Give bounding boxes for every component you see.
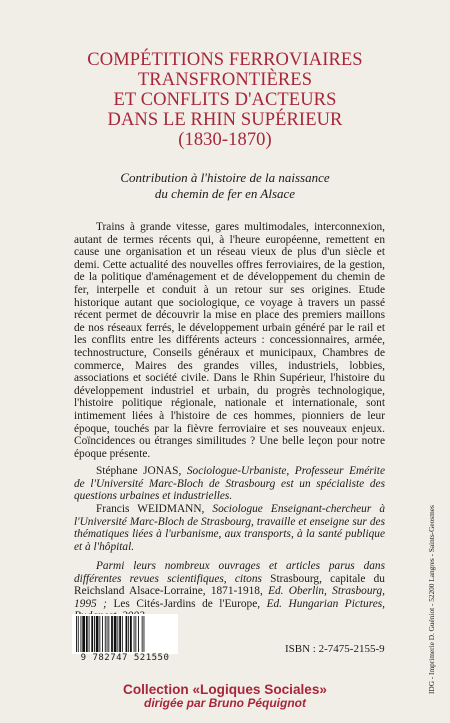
work-title: Les Cités-Jardins de l'Europe, [113,597,261,610]
barcode-bar [114,616,117,652]
subtitle-line: Contribution à l'histoire de la naissance [120,170,330,185]
barcode-bar [102,616,103,652]
book-title [20,50,430,150]
barcode-bar [107,616,108,652]
barcode-bar [126,616,128,652]
barcode-bar [144,616,145,652]
summary-paragraph: Trains à grande vitesse, gares multimodales, interconnexion, autant de termes récents qui, à l'heure européenne, remettent en cause une organisation et un réseau vieux de plus d'un siècle et demi. Cette actualité des nouvelles offres ferroviaires, de la gestion, de la politique d'aménagement et de développement du chemin de fer, interpelle et conduit à un retour sur ses origines. Etude historique autant que sociologique, ce voyage à travers un passé récent permet de découvrir la mise en place des premiers maillons de nos réseaux ferrés, le développement urbain généré par le rail et les conflits entre les différents acteurs : concessionnaires, armée, technostructure, Conseils généraux et municipaux, Chambres de commerce, Maires des grandes villes, industriels, lobbies, associations et société civile. Dans le Rhin Supérieur, l'histoire du développement industriel et urbain, du progrès technologique, l'histoire politique régionale, nationale et internationale, sont intimement liées à l'histoire de ces hommes, pionniers de leur époque, touchés par la fièvre ferroviaire et ses nouveaux enjeux. Coïncidences ou étranges similitudes ? Une belle leçon pour notre époque présente. [74,221,385,460]
barcode-bar [82,616,85,652]
barcode-bar [134,616,135,652]
collection-name: Collection «Logiques Sociales» [123,682,327,697]
barcode [72,614,178,654]
author-bio-jonas [74,465,385,503]
author-bio-weidmann [74,503,385,553]
author-name: Stéphane JONAS [96,465,179,477]
author-bio-text: , Sociologue Enseignant-chercheur à l'Université Marc-Bloch de Strasbourg, travaille et enseigne sur des thématiques liées à l'urbanisme, aux transports, à la santé publique et à l'hôpital. [74,503,386,553]
subtitle-line: du chemin de fer en Alsace [154,186,296,201]
title-line: TRANSFRONTIÈRES [137,70,313,90]
barcode-bar [128,616,129,652]
isbn: ISBN : 2-7475-2155-9 [285,643,385,655]
barcode-bar [122,616,123,652]
author-bio-text: , Sociologue-Urbaniste, Professeur Emérite de l'Université Marc-Bloch de Strasbourg est un spécialiste des questions urbaines et industrielles. [74,465,385,503]
barcode-bar [105,616,106,652]
barcode-bar [111,616,113,652]
barcode-bar [78,616,79,652]
barcode-bar [96,616,99,652]
barcode-bar [108,616,109,652]
work-title: Strasbourg, capitale du Reichsland Alsace-Lorraine, 1871-1918, [74,572,385,598]
book-subtitle [30,170,420,202]
work-publisher: Ed. Oberlin, Strasbourg, 1995 ; [74,585,385,610]
barcode-bar [99,616,100,652]
barcode-digits: 9 782747 521550 [80,653,170,663]
works-intro: Parmi leurs nombreux ouvrages et articles parus dans différentes revues scientifiques, citons [74,560,385,585]
barcode-bar [94,616,95,652]
collection-director: dirigée par Bruno Péquignot [143,696,306,710]
title-line: DANS LE RHIN SUPÉRIEUR [107,110,343,130]
title-line: COMPÉTITIONS FERROVIAIRES [87,50,363,70]
barcode-bar [81,616,82,652]
work-publisher: Ed. Hungarian Pictures, [266,597,386,610]
title-line: (1830-1870) [178,130,272,150]
barcode-bar [91,616,93,652]
title-line: ET CONFLITS D'ACTEURS [113,90,337,110]
barcode-bar [119,616,121,652]
barcode-bar [76,616,77,652]
collection-block [20,683,430,710]
barcode-bar [89,616,90,652]
barcode-bar [135,616,136,652]
printer-credit: IDG - Imprimerie D. Guéniot - 52200 Langres - Saints-Geosmes [427,505,436,694]
barcode-bar [138,616,139,652]
barcode-bar [117,616,118,652]
barcode-bar [142,616,143,652]
author-name: Francis WEIDMANN [96,503,202,515]
barcode-bar [86,616,88,652]
barcode-bars [72,614,178,654]
barcode-bar [130,616,132,652]
